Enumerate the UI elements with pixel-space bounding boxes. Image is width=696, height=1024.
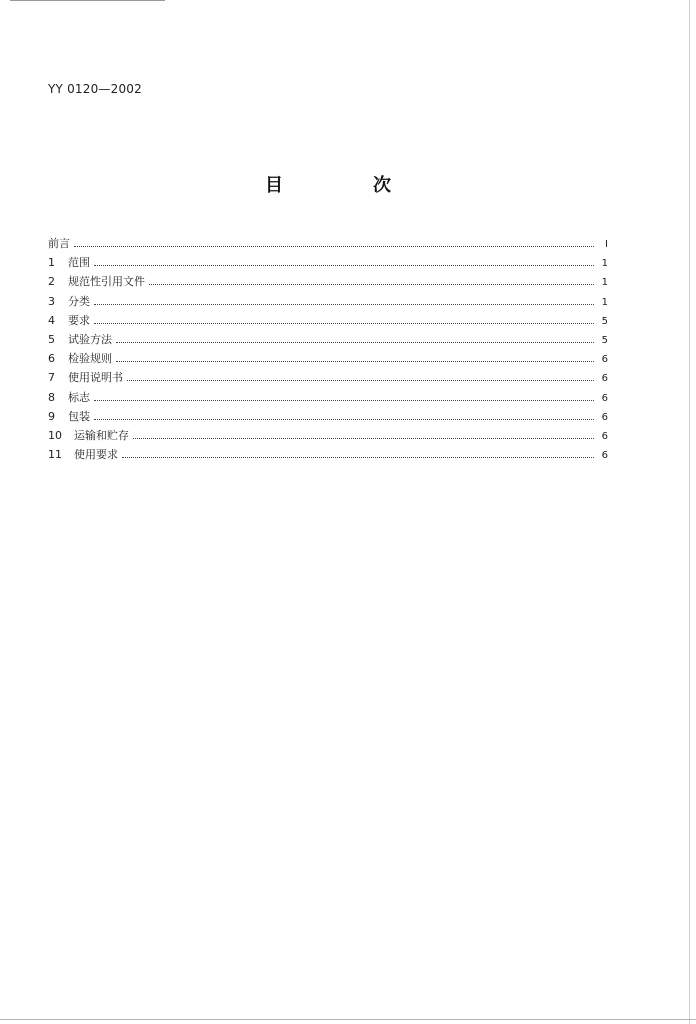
toc-entry-page: 6	[601, 392, 608, 404]
toc-entry-page: 6	[601, 430, 608, 442]
toc-entry-number: 10	[48, 428, 62, 442]
toc-leader-dots	[94, 304, 594, 305]
toc-entry-page: 1	[601, 258, 608, 270]
toc-entry-label: 使用要求	[74, 448, 118, 462]
toc-entry-label: 分类	[68, 294, 90, 308]
toc-entry-page: 5	[601, 315, 608, 327]
toc-entry-label: 包装	[68, 409, 90, 423]
toc-leader-dots	[133, 438, 594, 439]
toc-entry-7[interactable]	[48, 368, 608, 387]
toc-entry-foreword[interactable]	[48, 234, 608, 253]
toc-entry-page: 5	[601, 334, 608, 346]
toc-entry-number: 1	[48, 256, 55, 270]
toc-leader-dots	[94, 323, 594, 324]
toc-entry-number: 11	[48, 448, 62, 462]
toc-entry-5[interactable]	[48, 330, 608, 349]
scan-artifact-top	[10, 0, 165, 1]
toc-entry-page: 6	[601, 450, 608, 462]
toc-entry-label: 标志	[68, 390, 90, 404]
toc-entry-9[interactable]	[48, 407, 608, 426]
toc-entry-label: 试验方法	[68, 332, 112, 346]
toc-leader-dots	[122, 457, 594, 458]
toc-leader-dots	[116, 361, 594, 362]
toc-entry-page: I	[605, 239, 608, 250]
toc-entry-label: 使用说明书	[68, 371, 123, 385]
toc-leader-dots	[94, 265, 594, 266]
table-of-contents	[48, 234, 608, 464]
toc-entry-label: 规范性引用文件	[68, 275, 145, 289]
toc-leader-dots	[116, 342, 594, 343]
toc-entry-1[interactable]	[48, 253, 608, 272]
toc-entry-number: 9	[48, 409, 55, 423]
toc-entry-page: 1	[601, 277, 608, 289]
toc-entry-number: 2	[48, 275, 55, 289]
toc-entry-10[interactable]	[48, 426, 608, 445]
toc-entry-number: 3	[48, 294, 55, 308]
toc-entry-3[interactable]	[48, 292, 608, 311]
scan-edge-right	[689, 0, 690, 1024]
toc-entry-number: 6	[48, 352, 55, 366]
toc-entry-label: 检验规则	[68, 352, 112, 366]
toc-leader-dots	[149, 284, 594, 285]
toc-entry-8[interactable]	[48, 388, 608, 407]
toc-entry-4[interactable]	[48, 311, 608, 330]
toc-leader-dots	[74, 246, 594, 247]
document-code: YY 0120—2002	[48, 82, 142, 96]
toc-entry-page: 6	[601, 373, 608, 385]
toc-entry-number: 4	[48, 313, 55, 327]
toc-entry-label: 前言	[48, 237, 70, 250]
toc-entry-number: 7	[48, 371, 55, 385]
toc-entry-label: 范围	[68, 256, 90, 270]
toc-leader-dots	[94, 400, 594, 401]
toc-entry-page: 1	[601, 296, 608, 308]
toc-entry-number: 5	[48, 332, 55, 346]
toc-entry-page: 6	[601, 354, 608, 366]
toc-entry-page: 6	[601, 411, 608, 423]
toc-entry-label: 运输和贮存	[74, 428, 129, 442]
toc-leader-dots	[127, 380, 594, 381]
toc-title: 目 次	[265, 175, 427, 196]
scan-edge-bottom	[0, 1019, 696, 1020]
toc-entry-number: 8	[48, 390, 55, 404]
toc-entry-11[interactable]	[48, 445, 608, 464]
toc-entry-label: 要求	[68, 313, 90, 327]
toc-entry-6[interactable]	[48, 349, 608, 368]
toc-leader-dots	[94, 419, 594, 420]
toc-entry-2[interactable]	[48, 272, 608, 291]
